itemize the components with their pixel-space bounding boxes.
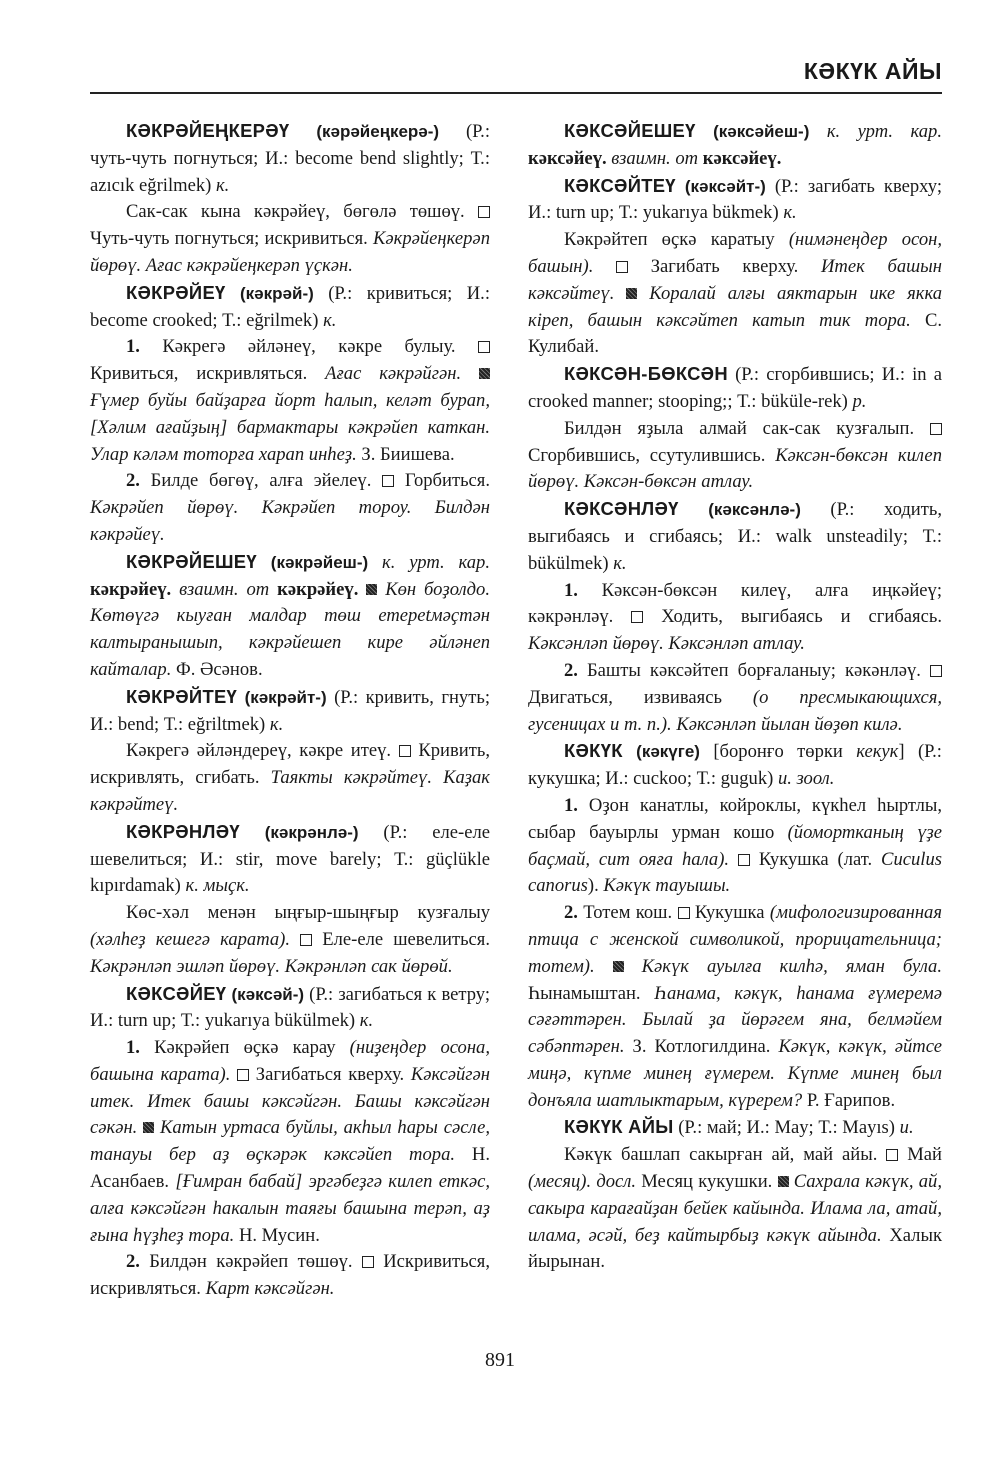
definition: Кәкүк башлап сакырған ай, май айы. — [564, 1144, 887, 1166]
etymology: [боронғо төрки — [699, 741, 857, 763]
usage-note: (мифологизированная птица с женской символикой, прорицательница; тотем). — [528, 902, 942, 977]
translation-marker-icon — [930, 423, 942, 435]
right-column — [528, 118, 942, 1276]
stem: (кәкүге) — [636, 742, 700, 762]
stem: (кәксәйт-) — [684, 176, 766, 196]
stem: (кәкрәйеш-) — [270, 552, 369, 572]
translations: (Р.: кривиться; И.: become crooked; Т.: eğrilmek) — [90, 282, 490, 331]
quotation-author: Н. Мусин. — [234, 1224, 320, 1246]
sense-number: 2. — [126, 1251, 140, 1273]
quotation-author: З. Биишева. — [356, 443, 455, 465]
sense-number: 2. — [564, 902, 578, 924]
headword: КӘКРӘЙЕШЕҮ — [126, 550, 257, 572]
russian-translation: Горбиться. — [394, 470, 491, 492]
usage-example: Кәксәйгән итек. Итек башы кәксәйгән. Башы кәксәйгән сәкән. — [90, 1063, 490, 1139]
quotation: Катын уртаса буйлы, акһыл һары сәсле, танауы бер аҙ өҫкәрәк кәксәйеп тора. — [90, 1117, 490, 1166]
stem: (кәксәй-) — [231, 984, 305, 1004]
usage-example: Кәкүк тауышы. — [603, 875, 731, 897]
quotation: Ғүмер буйы байҙарға йорт һалып, келәт бурап, [Хәлим ағайҙың] бармактары кәкрәйеп каткан. Улар кәләм тоторға харап инһеҙ. — [90, 389, 490, 465]
sense-1 — [90, 334, 490, 468]
usage-example: Ағас кәкрәйгән. — [325, 363, 479, 385]
quotation: Коралай алғы аяктарын ике якка кіреп, башын кәксәйтеп катып тик тора. — [528, 282, 942, 331]
usage-note: (нимәнеңдер осон, башын). — [528, 229, 942, 277]
headword: КӘКСӘЙЕҮ — [126, 982, 227, 1004]
usage-note: (хәлһеҙ кешегә карата). — [90, 928, 291, 950]
translations: (Р.: ходить, выгибаясь и сгибаясь; И.: walk unsteadily; Т.: bükülmek) — [528, 499, 942, 574]
sense-2 — [90, 468, 490, 548]
definition: Билде бөгөү, алға эйелеү. — [139, 470, 383, 492]
stem: (кәкрәйт-) — [244, 687, 327, 707]
entry-definition — [90, 900, 490, 980]
translations: (Р.: загибать кверху; И.: turn up; Т.: yukarıya bükmek) — [528, 175, 942, 224]
cross-reference: кәксәйеү. — [702, 147, 782, 169]
stem: (кәксәйеш-) — [713, 122, 810, 141]
translations: ] (Р.: кукушка; И.: cuckoo; Т.: guguk) — [528, 741, 942, 790]
example-text: Сак-сак кына кәкрәйеү, бөгөлә төшөү. — [126, 201, 478, 223]
page-header — [90, 58, 942, 85]
definition: Көс-хәл менән ыңғыр-шыңғыр кузғалыу — [126, 902, 490, 924]
usage-example: Таякты кәкрәйтеү. Каҙак кәкрәйтеү. — [90, 767, 490, 815]
quotation-marker-icon — [778, 1176, 789, 1187]
definition: Тотем кош. — [577, 902, 678, 924]
stem: (кәкрәнлә-) — [264, 822, 359, 842]
quotation: Кәкүк ауылға килһә, яман була. — [623, 955, 943, 977]
definition: Билдән кәкрәйеп төшөү. — [139, 1251, 362, 1273]
quotation: Һанама, кәкүк, һанама ғүмеремә сәғәттәрен. Былай ҙа йөрәгем яна, белмәйем сәбәптәрен. — [528, 982, 942, 1058]
russian-translation: Кривить, искривлять, сгибать. — [90, 740, 490, 789]
usage-example: Итек башын кәксәйтеү. — [528, 255, 942, 304]
entry-kekreyeu — [90, 280, 490, 335]
running-head: КӘКҮК АЙЫ — [803, 58, 942, 84]
part-of-speech: и. зоол. — [777, 768, 835, 790]
sense-number: 2. — [126, 470, 140, 492]
entry-kekuk-ayi — [528, 1114, 942, 1142]
definition: Кәксән-бөксән килеү, алға иңкәйеү; кәкрәнләү. — [528, 579, 942, 628]
part-of-speech: к. — [783, 202, 797, 224]
russian-translation: Сгорбившись, ссутулившись. — [528, 444, 776, 466]
entry-definition — [528, 227, 942, 361]
sense-number: 1. — [564, 579, 578, 601]
translations: (Р.: чуть-чуть погнуться; И.: become bend slightly; Т.: azıcık eğrilmek) — [90, 121, 490, 196]
russian-translation: Чуть-чуть погнуться; искривиться. — [90, 228, 374, 250]
definition: Кәкрегә әйләндереү, кәкре итеү. — [126, 740, 399, 762]
translation-marker-icon — [930, 665, 942, 677]
russian-translation: Еле-еле шевелиться. — [312, 928, 490, 950]
usage-note: (месяц). — [528, 1171, 592, 1193]
sense-2 — [528, 900, 942, 1114]
header-rule — [90, 92, 942, 94]
quotation-marker-icon — [479, 368, 490, 379]
entry-kekrenleu — [90, 819, 490, 900]
sense-1 — [90, 1035, 490, 1249]
russian-translation: Загибать кверху. — [628, 255, 821, 277]
translations: (Р.: еле-еле шевелиться; И.: stir, move barely; Т.: güçlükle kıpırdamak) — [90, 821, 490, 897]
part-of-speech: к. урт. кар. — [809, 121, 942, 142]
grammar-note: взаимн. от — [171, 578, 278, 600]
headword: КӘКҮК АЙЫ — [564, 1116, 674, 1138]
translations: (Р.: сгорбившись; И.: in a crooked manner; stooping;; Т.: büküle-rek) — [528, 364, 942, 412]
headword: КӘКСӘН-БӨКСӘН — [564, 363, 728, 385]
translation-marker-icon — [382, 475, 394, 487]
usage-example: Кәксәнләп йөрөү. Кәксәнләп атлау. — [528, 633, 805, 655]
russian-translation: Кривиться, искривляться. — [90, 363, 326, 385]
quotation-author: З. Котлогилдина. — [624, 1036, 779, 1058]
headword: КӘКҮК — [564, 740, 623, 762]
left-column — [90, 118, 490, 1303]
quotation-marker-icon — [626, 288, 637, 299]
russian-translation: Искривиться, искривляться. — [90, 1251, 490, 1300]
cross-reference: кәкрәйеү. — [90, 578, 172, 600]
translation-marker-icon — [738, 854, 750, 866]
entry-kekreyenkereu — [90, 118, 490, 199]
page-number: 891 — [485, 1349, 515, 1371]
part-of-speech: к. мыҫк. — [185, 875, 250, 897]
translation-marker-icon — [886, 1149, 898, 1161]
quotation-marker-icon — [613, 961, 624, 972]
sense-number: 1. — [564, 794, 578, 816]
entry-kekreyesheu — [90, 549, 490, 684]
sense-1 — [528, 793, 942, 900]
usage-example: Карт кәксәйгән. — [205, 1278, 335, 1300]
quotation: Сахрала кәкүк, ай, сакыра карағайҙан бейек кайында. Илама ла, атай, илама, әсәй, беҙ кайтырбыҙ кәкүк айында. — [528, 1171, 942, 1246]
entry-keksen-boksen — [528, 361, 942, 416]
headword: КӘКРӘЙЕҮ — [126, 281, 226, 303]
translations: (Р.: загибаться к ветру; И.: turn up; Т.: yukarıya bükülmek) — [90, 983, 490, 1032]
quotation: Кәкүк, кәкүк, әйтсе миңә, күпме минең ғүмерем. Күпме минең был донъяла шатлыктарым, күререм? — [528, 1036, 942, 1111]
headword: КӘКСӘЙЕШЕҮ — [564, 120, 696, 141]
russian-translation: Ходить, выгибаясь и сгибаясь. — [643, 606, 942, 628]
usage-example: Кәксән-бөксән килеп йөрөү. Кәксән-бөксән атлау. — [528, 444, 942, 493]
entry-keksenleu — [528, 496, 942, 577]
translation-marker-icon — [631, 611, 643, 623]
russian-translation: Месяц кукушки. — [636, 1171, 778, 1193]
etymon: кекук — [856, 741, 899, 763]
entry-definition — [528, 1142, 942, 1276]
russian-translation: Май — [898, 1144, 942, 1166]
usage-example: Кәкрәйеп йөрөү. Кәкрәйеп тороу. Билдән кәкрәйеү. — [90, 497, 490, 545]
translation-marker-icon — [300, 934, 312, 946]
grammar-note: взаимн. от — [606, 147, 703, 169]
quotation-author: Халык йырынан. — [528, 1224, 942, 1273]
quotation-author: Һынамыштан. — [528, 982, 655, 1004]
entry-keksayeu — [90, 981, 490, 1036]
cross-reference: кәксәйеү. — [528, 147, 607, 169]
definition: Кәкрәйтеп өҫкә каратыу — [564, 229, 789, 251]
usage-note: (ниҙеңдер осона, башына карата). — [90, 1037, 490, 1085]
part-of-speech: к. — [359, 1010, 374, 1032]
headword: КӘКРӘЙЕҢКЕРӘҮ — [126, 120, 290, 141]
latin-name: Cuculus canorus — [528, 848, 942, 897]
definition: Билдән яҙыла алмай сак-сак кузғалып. — [564, 417, 930, 439]
usage-example: Кәксәнләп йылан йөҙөп килә. — [671, 713, 903, 735]
entry-keksayteu — [528, 173, 942, 228]
stem: (кәксәнлә-) — [708, 500, 801, 520]
headword: КӘКСӘНЛӘҮ — [564, 498, 679, 520]
quotation-marker-icon — [143, 1122, 154, 1133]
quotation-author: С. Кулибай. — [528, 309, 943, 358]
sense-number: 1. — [126, 1037, 140, 1059]
literal-note: досл. — [591, 1171, 637, 1193]
quotation: [Ғимран бабай] эргәбеҙгә килеп еткәс, алға кәксәйгән һакалын таяғы башына терәп, аҙ ғына һүҙһеҙ тора. — [90, 1171, 490, 1246]
translation-marker-icon — [478, 341, 490, 353]
definition: Кәкрегә әйләнеү, кәкре булыу. — [139, 336, 478, 358]
part-of-speech: к. — [613, 552, 627, 574]
entry-kekuk — [528, 738, 942, 793]
translation-marker-icon — [678, 907, 690, 919]
part-of-speech: к. — [323, 309, 337, 331]
quotation-author: Р. Ғарипов. — [802, 1089, 896, 1111]
sense-2 — [528, 658, 942, 738]
sense-2 — [90, 1249, 490, 1303]
russian-translation: Кукушка — [689, 902, 770, 924]
translation-marker-icon — [616, 261, 628, 273]
russian-translation: ). — [587, 875, 604, 897]
quotation-marker-icon — [366, 584, 377, 595]
quotation: Көн боҙолдо. Көтөүгә кыуған малдар төш етерetмәҫтән калтыранышып, кәкрәйешеп кире әйләнеп кайталар. — [90, 578, 490, 680]
entry-definition — [90, 738, 490, 818]
definition: Башты кәксәйтеп борғаланыу; кәкәнләү. — [577, 659, 930, 681]
part-of-speech: к. — [215, 174, 230, 196]
entry-keksayesheu — [528, 118, 942, 173]
russian-translation: Двигаться, извиваясь — [528, 686, 753, 708]
part-of-speech: и. — [899, 1117, 914, 1139]
part-of-speech: р. — [852, 390, 867, 412]
entry-definition — [528, 416, 942, 496]
headword: КӘКРӘЙТЕҮ — [126, 685, 238, 707]
definition: Оҙон канатлы, койроклы, күкһел һыртлы, сыбар бауырлы урман кошо — [528, 794, 942, 843]
usage-example: Кәкрәнләп эшләп йөрөү. Кәкрәнләп сак йөрөй. — [90, 955, 453, 977]
stem: (кәкрәй-) — [240, 283, 314, 303]
headword: КӘКСӘЙТЕҮ — [564, 174, 676, 196]
russian-translation: Загибаться кверху. — [249, 1063, 411, 1085]
part-of-speech: к. — [269, 713, 284, 735]
sense-1 — [528, 578, 942, 658]
entry-kekreyteu — [90, 684, 490, 739]
quotation-author: Н. Асанбаев. — [90, 1144, 490, 1193]
translation-marker-icon — [399, 745, 411, 757]
usage-note: (о пресмыкающихся, гусеницах и т. п.). — [528, 686, 943, 735]
entry-example — [90, 199, 490, 279]
usage-note: (йомортканың үҙе баҫмай, сит ояға һала). — [528, 821, 942, 870]
translations: (Р.: кривить, гнуть; И.: bend; Т.: eğriltmek) — [90, 686, 490, 735]
sense-number: 1. — [126, 336, 140, 358]
translation-marker-icon — [362, 1256, 374, 1268]
translations: (Р.: май; И.: May; Т.: Mayıs) — [673, 1117, 900, 1139]
translation-marker-icon — [237, 1069, 249, 1081]
headword: КӘКРӘНЛӘҮ — [126, 820, 240, 842]
definition: Кәкрәйеп өҫкә карау — [139, 1037, 350, 1059]
quotation-author: Ф. Әсәнов. — [171, 658, 263, 680]
translation-marker-icon — [478, 206, 490, 218]
stem: (кәрәйеңкерә-) — [316, 122, 440, 141]
russian-translation: Кукушка (лат. — [749, 848, 882, 870]
part-of-speech: к. урт. кар. — [368, 551, 490, 573]
cross-reference: кәкрәйеү. — [277, 578, 359, 600]
usage-example: Кәкрәйеңкерәп йөрөү. Ағас кәкрәйеңкерәп үҫкән. — [90, 228, 490, 276]
sense-number: 2. — [564, 659, 578, 681]
